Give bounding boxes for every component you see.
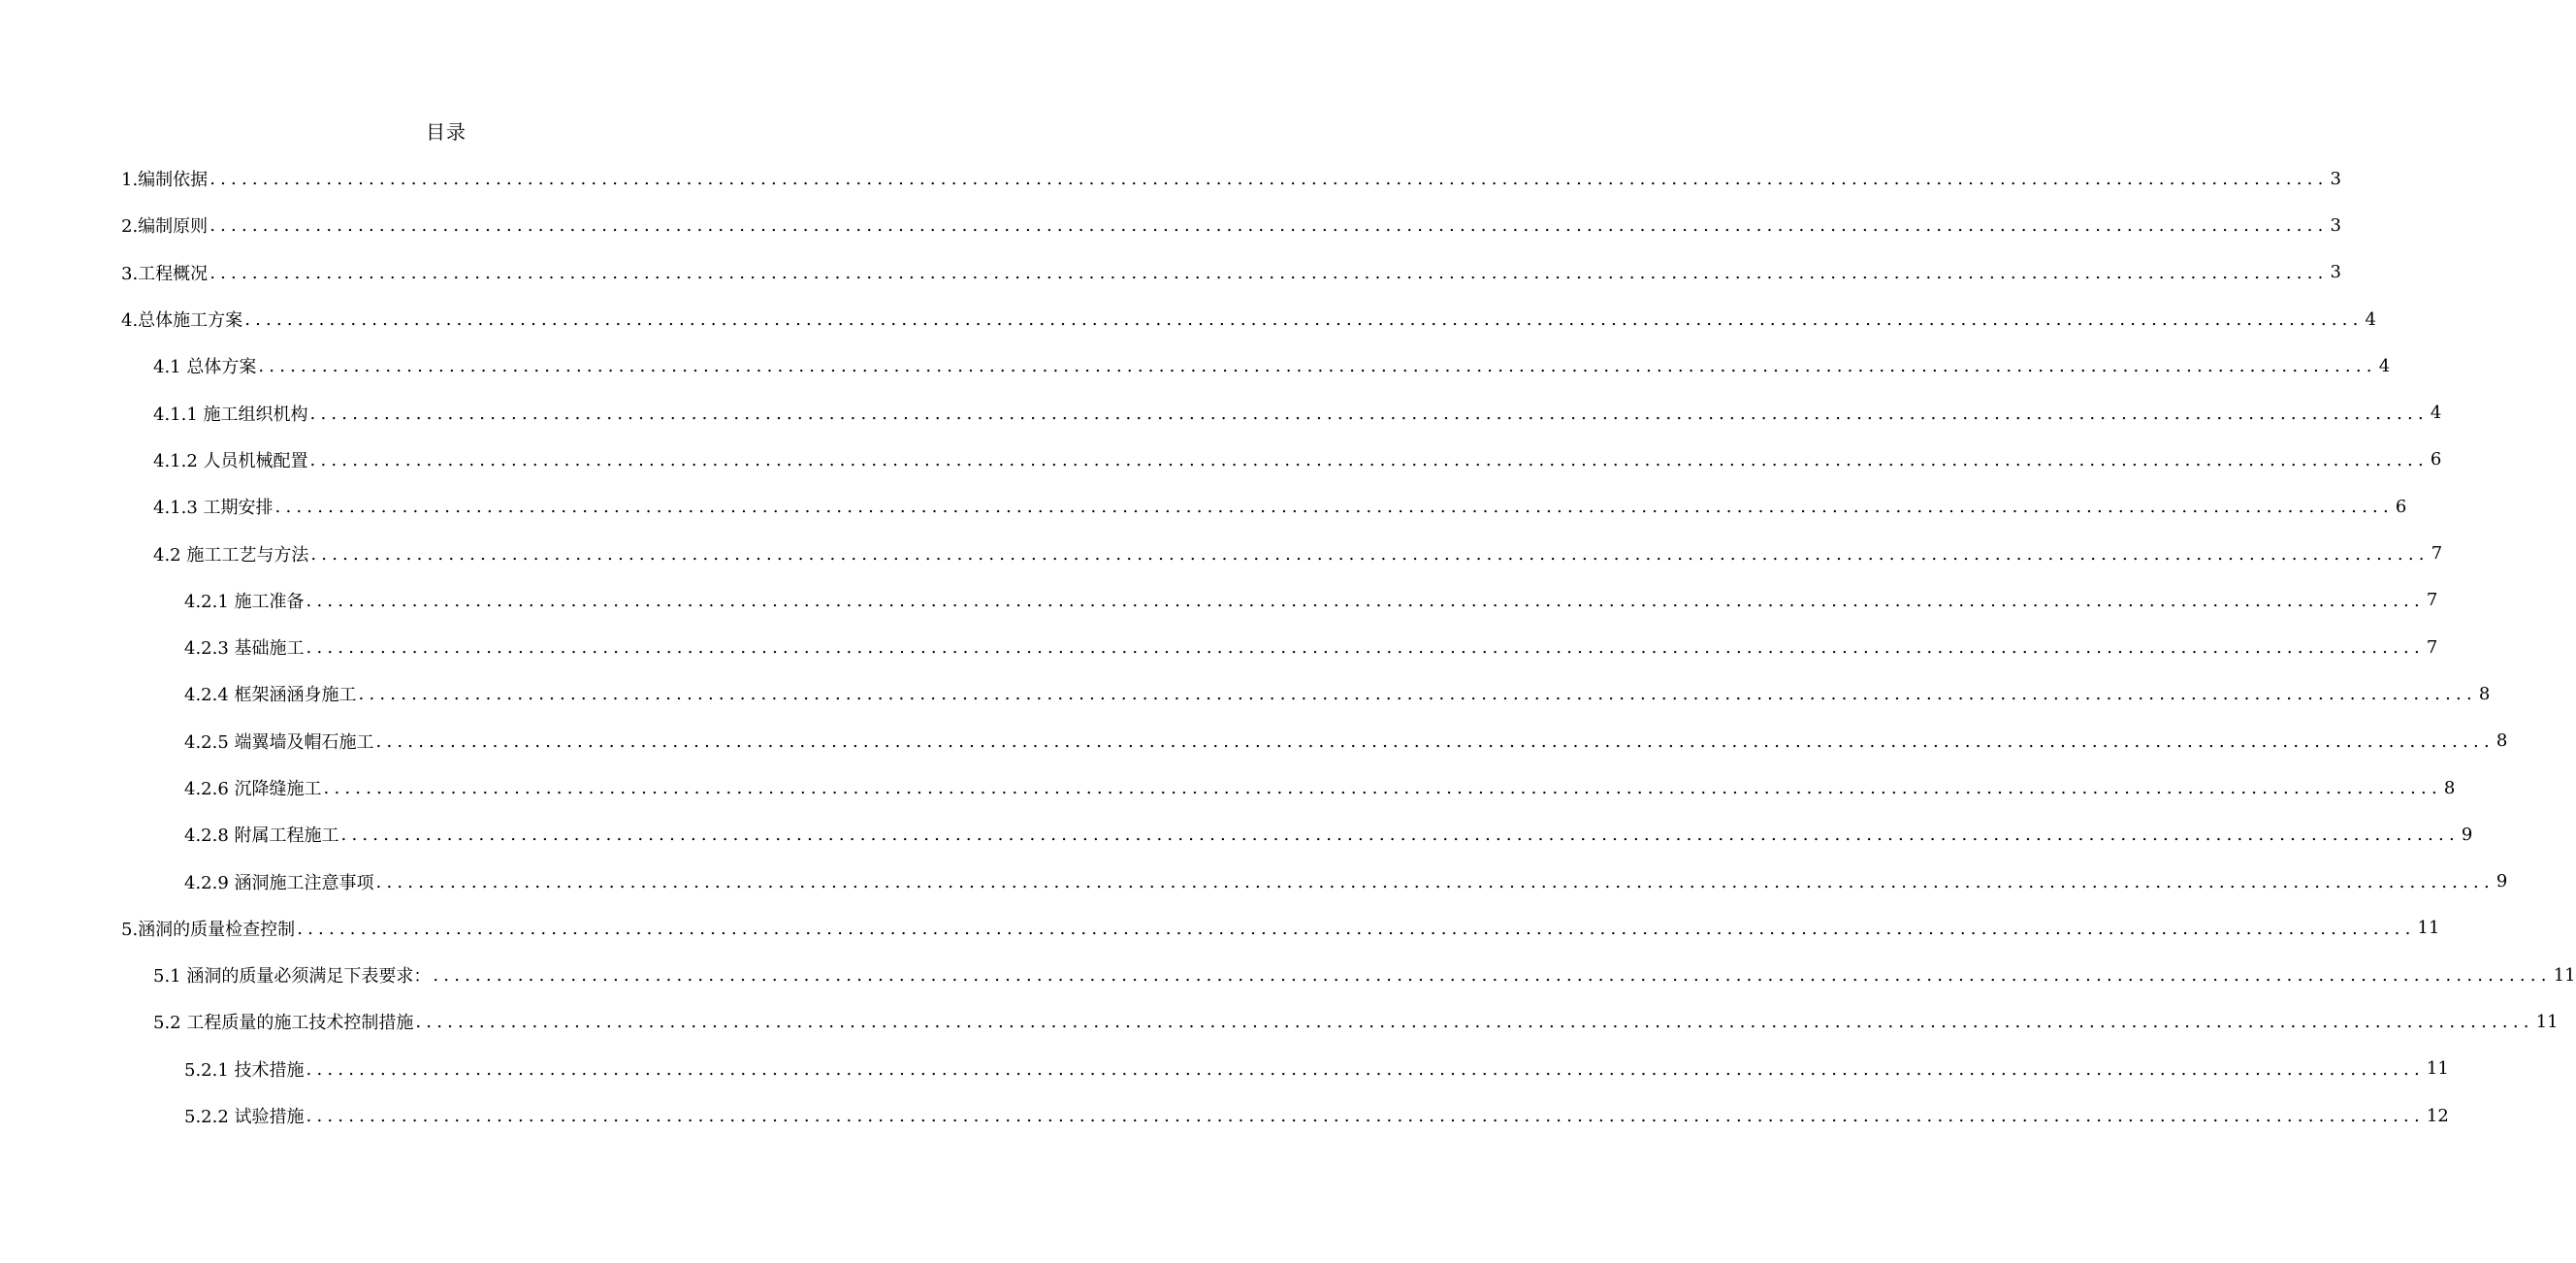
toc-entry-label: 5.2.2 试验措施 bbox=[184, 1107, 305, 1128]
dot-leader: ........................................................................................................................................................................................................ bbox=[375, 730, 2495, 752]
toc-entry[interactable] bbox=[0, 905, 2440, 952]
toc-entry-page-number: 4 bbox=[2378, 355, 2391, 376]
toc-entry-label: 4.1.1 施工组织机构 bbox=[153, 404, 308, 425]
toc-entry-label: 4.2.9 涵洞施工注意事项 bbox=[184, 872, 374, 893]
dot-leader: ........................................................................................................................................................................................................ bbox=[306, 637, 2425, 659]
toc-title: 目录 bbox=[426, 120, 467, 144]
toc-entry-page-number: 8 bbox=[2478, 683, 2491, 704]
toc-entry-label: 2.编制原则 bbox=[121, 216, 209, 238]
toc-entry-label: 5.涵洞的质量检查控制 bbox=[121, 919, 296, 940]
dot-leader: ........................................................................................................................................................................................................ bbox=[244, 309, 2364, 331]
toc-entry-page-number: 4 bbox=[2430, 403, 2442, 424]
dot-leader: ........................................................................................................................................................................................................ bbox=[297, 918, 2416, 939]
dot-leader: ........................................................................................................................................................................................................ bbox=[415, 1012, 2534, 1033]
dot-leader: ........................................................................................................................................................................................................ bbox=[258, 356, 2377, 377]
toc-entry[interactable] bbox=[0, 577, 2438, 624]
toc-entry-label: 4.总体施工方案 bbox=[121, 310, 243, 332]
toc-entry-page-number: 12 bbox=[2426, 1105, 2449, 1126]
toc-entry-page-number: 3 bbox=[2330, 168, 2341, 189]
dot-leader: ........................................................................................................................................................................................................ bbox=[306, 1058, 2425, 1080]
dot-leader: ........................................................................................................................................................................................................ bbox=[309, 449, 2429, 470]
toc-entry-label: 4.2.1 施工准备 bbox=[184, 591, 305, 612]
dot-leader: ........................................................................................................................................................................................................ bbox=[323, 778, 2442, 798]
toc-entry-page-number: 9 bbox=[2496, 871, 2508, 892]
dot-leader: ........................................................................................................................................................................................................ bbox=[274, 497, 2394, 518]
toc-entry[interactable] bbox=[0, 296, 2376, 342]
toc-entry-page-number: 3 bbox=[2330, 262, 2341, 283]
toc-entry[interactable] bbox=[0, 530, 2443, 576]
toc-entry[interactable] bbox=[0, 389, 2442, 436]
toc-entry-page-number: 8 bbox=[2496, 730, 2508, 752]
toc-entry-label: 4.2.4 框架涵涵身施工 bbox=[184, 685, 357, 706]
table-of-contents bbox=[0, 155, 2576, 1139]
toc-entry-page-number: 11 bbox=[2553, 964, 2576, 986]
toc-entry-label: 4.2.6 沉降缝施工 bbox=[184, 779, 322, 799]
toc-entry-page-number: 3 bbox=[2330, 214, 2341, 236]
toc-entry[interactable] bbox=[0, 202, 2341, 248]
toc-entry-page-number: 7 bbox=[2426, 636, 2438, 658]
toc-entry-label: 4.2.3 基础施工 bbox=[184, 638, 305, 660]
toc-entry-page-number: 7 bbox=[2426, 590, 2438, 611]
toc-entry-label: 4.1.3 工期安排 bbox=[153, 498, 274, 519]
toc-entry[interactable] bbox=[0, 811, 2473, 858]
dot-leader: ........................................................................................................................................................................................................ bbox=[358, 684, 2477, 705]
toc-entry-page-number: 6 bbox=[2430, 449, 2442, 470]
toc-entry[interactable] bbox=[0, 155, 2341, 202]
toc-entry-page-number: 11 bbox=[2535, 1011, 2559, 1032]
toc-entry[interactable] bbox=[0, 952, 2576, 998]
dot-leader: ........................................................................................................................................................................................................ bbox=[209, 169, 2329, 190]
toc-entry-label: 4.2 施工工艺与方法 bbox=[153, 544, 309, 566]
toc-entry[interactable] bbox=[0, 1092, 2449, 1139]
toc-entry[interactable] bbox=[0, 483, 2407, 530]
toc-entry[interactable] bbox=[0, 858, 2508, 904]
toc-entry-label: 3.工程概况 bbox=[121, 263, 209, 284]
toc-entry[interactable] bbox=[0, 1046, 2449, 1092]
dot-leader: ........................................................................................................................................................................................................ bbox=[309, 403, 2429, 424]
toc-entry-page-number: 8 bbox=[2443, 777, 2456, 798]
toc-entry-label: 5.1 涵洞的质量必须满足下表要求： bbox=[153, 966, 432, 988]
toc-entry-label: 1.编制依据 bbox=[121, 170, 209, 191]
toc-entry-page-number: 7 bbox=[2431, 543, 2443, 565]
toc-entry[interactable] bbox=[0, 342, 2391, 389]
toc-entry[interactable] bbox=[0, 437, 2442, 483]
toc-entry-page-number: 9 bbox=[2461, 824, 2473, 845]
toc-entry-label: 4.1.2 人员机械配置 bbox=[153, 450, 308, 471]
dot-leader: ........................................................................................................................................................................................................ bbox=[209, 215, 2329, 237]
toc-entry-label: 5.2 工程质量的施工技术控制措施 bbox=[153, 1013, 414, 1034]
dot-leader: ........................................................................................................................................................................................................ bbox=[310, 543, 2430, 565]
toc-entry[interactable] bbox=[0, 624, 2438, 670]
toc-entry-label: 4.1 总体方案 bbox=[153, 357, 257, 378]
toc-entry-label: 5.2.1 技术措施 bbox=[184, 1059, 305, 1081]
toc-entry[interactable] bbox=[0, 249, 2341, 296]
toc-entry-page-number: 11 bbox=[2417, 918, 2440, 939]
toc-entry[interactable] bbox=[0, 998, 2559, 1045]
dot-leader: ........................................................................................................................................................................................................ bbox=[306, 590, 2425, 611]
dot-leader: ........................................................................................................................................................................................................ bbox=[306, 1106, 2425, 1127]
toc-entry-page-number: 4 bbox=[2365, 308, 2376, 330]
toc-entry-label: 4.2.8 附属工程施工 bbox=[184, 826, 339, 847]
toc-entry[interactable] bbox=[0, 670, 2491, 717]
dot-leader: ........................................................................................................................................................................................................ bbox=[209, 262, 2329, 283]
toc-entry[interactable] bbox=[0, 764, 2456, 811]
toc-entry-page-number: 6 bbox=[2395, 496, 2407, 517]
toc-entry-page-number: 11 bbox=[2426, 1058, 2449, 1080]
dot-leader: ........................................................................................................................................................................................................ bbox=[340, 825, 2460, 846]
toc-entry[interactable] bbox=[0, 718, 2508, 764]
toc-entry-label: 4.2.5 端翼墙及帽石施工 bbox=[184, 731, 374, 753]
dot-leader: ........................................................................................................................................................................................................ bbox=[375, 871, 2495, 892]
dot-leader: ........................................................................................................................................................................................................ bbox=[433, 965, 2552, 987]
